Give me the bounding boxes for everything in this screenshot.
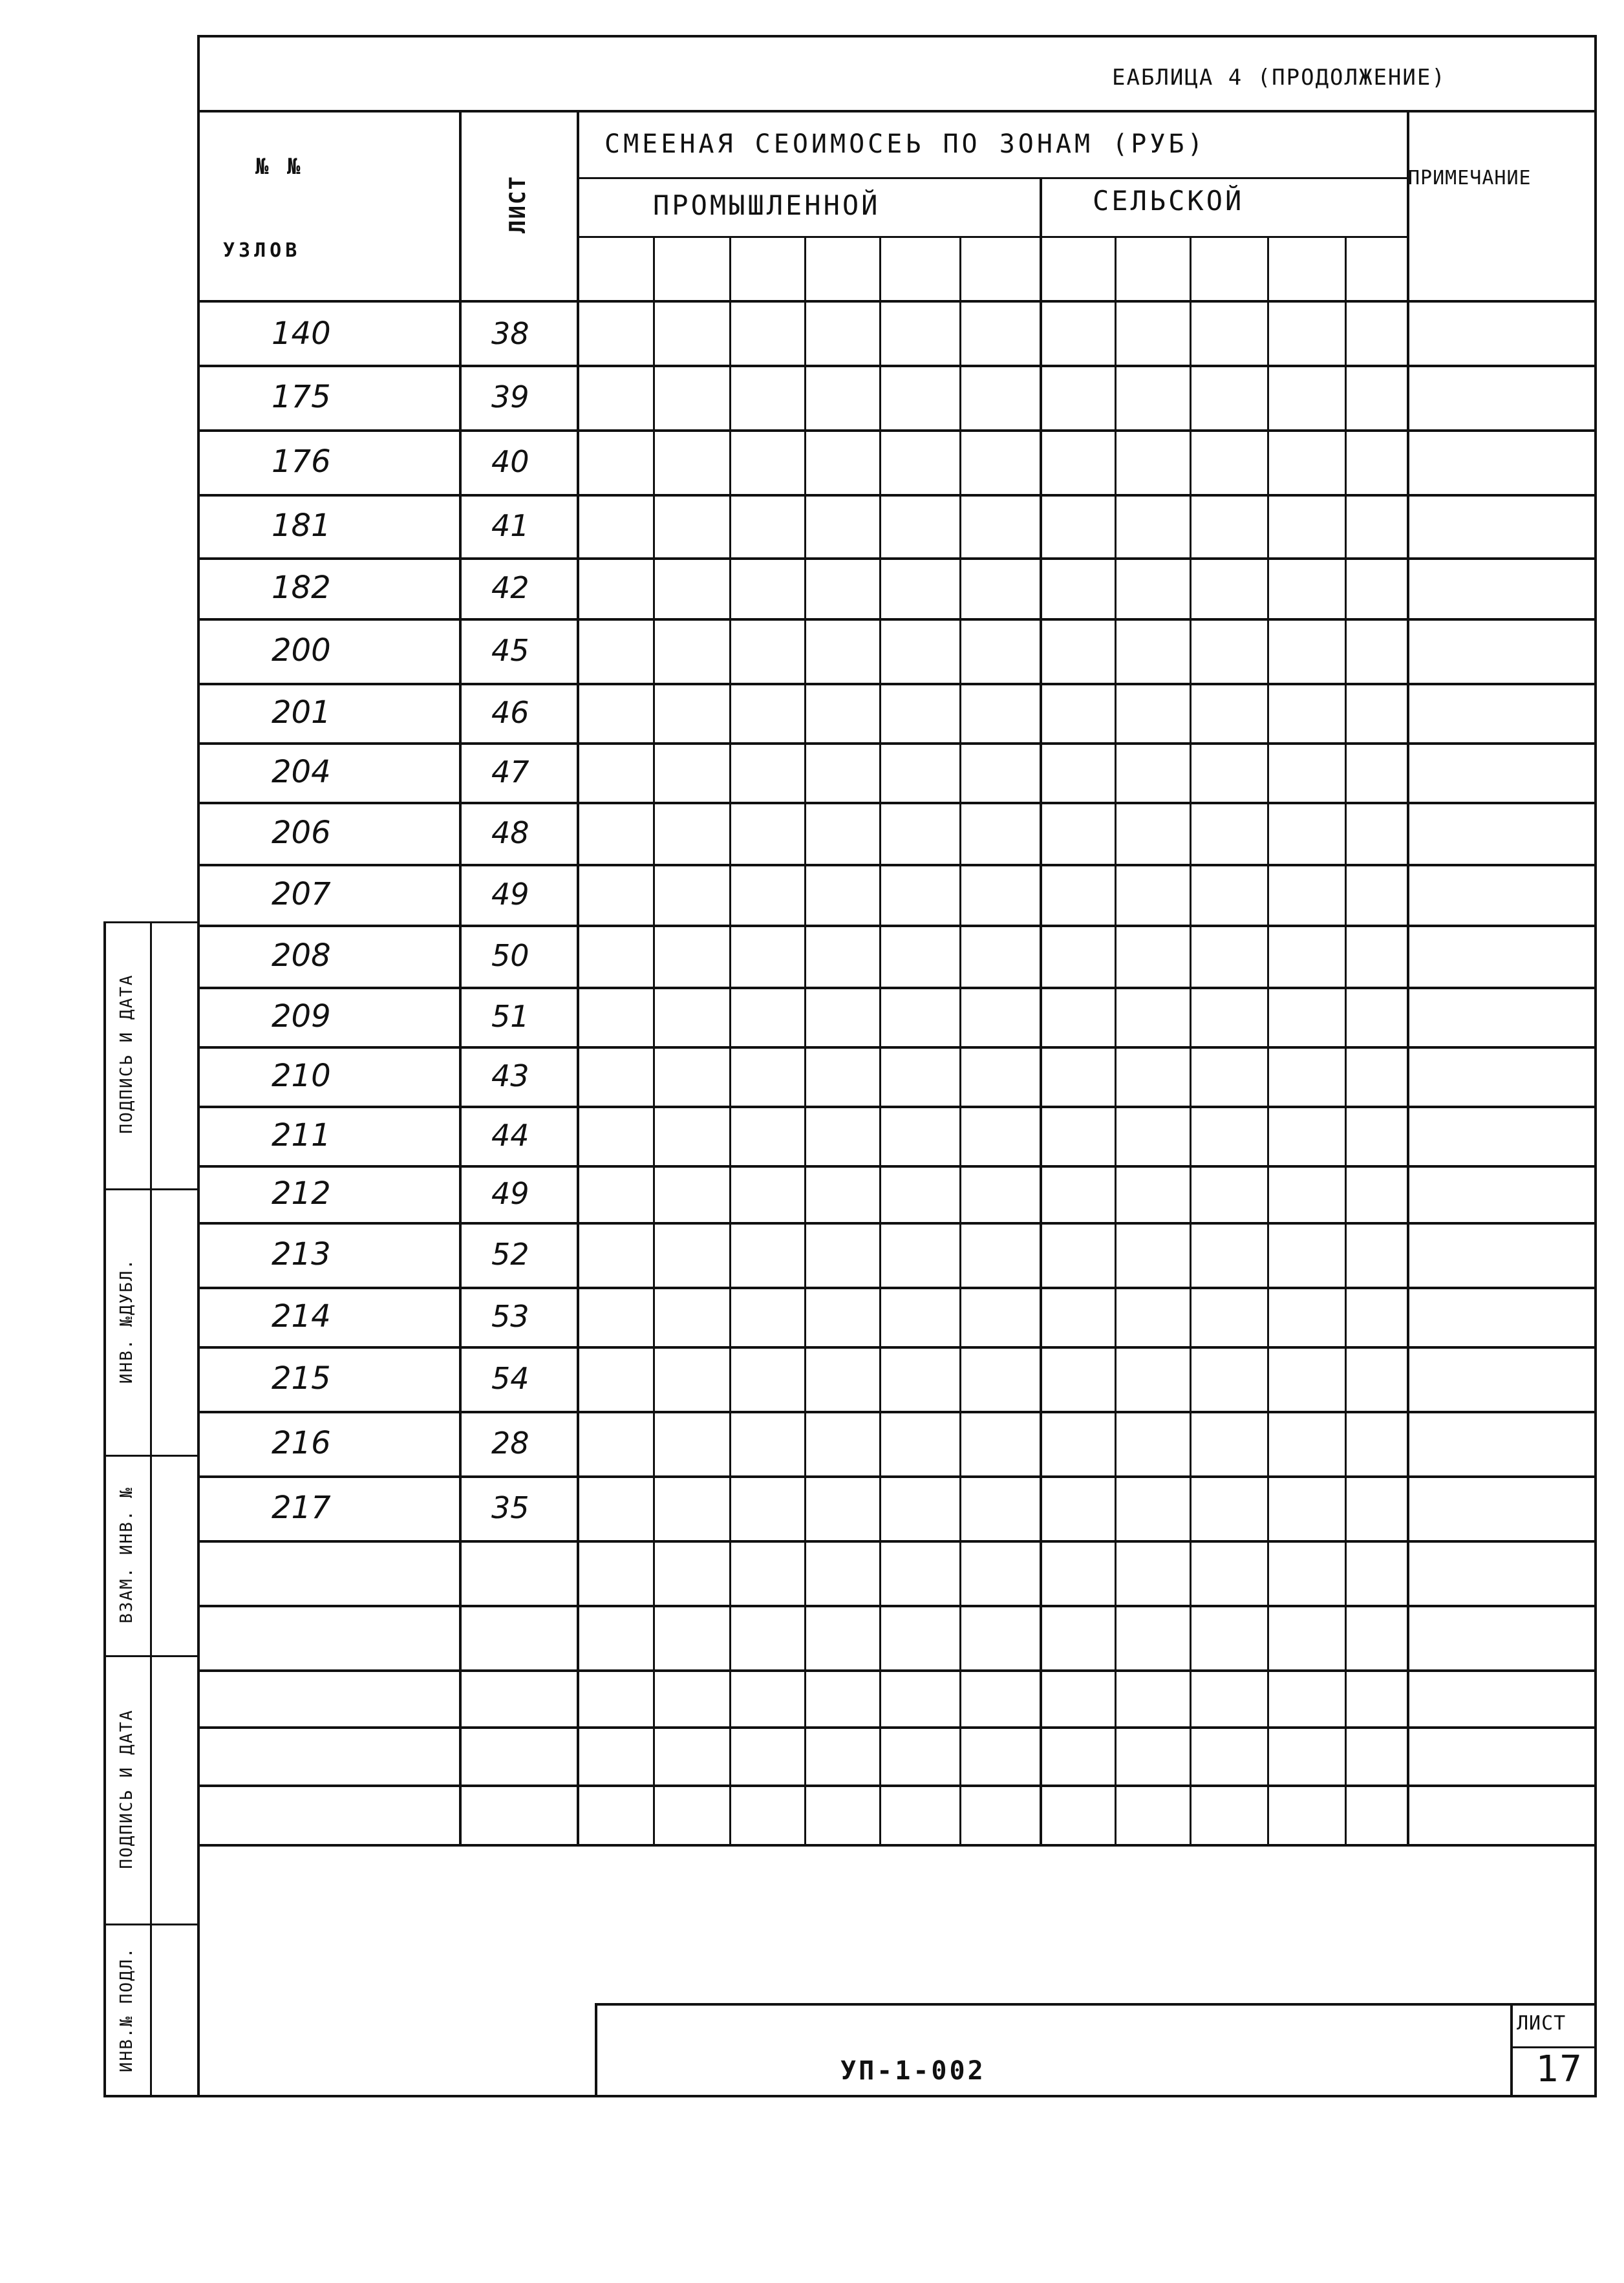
table-title: ЕАБЛИЦА 4 (ПРОДОЛЖЕНИЕ) (1112, 65, 1446, 91)
titleblock-left (595, 2003, 597, 2097)
node-number: 214 (272, 1298, 331, 1334)
estimate-subrule (577, 177, 1407, 179)
node-number: 181 (272, 508, 331, 544)
sheet-number: 17 (1536, 2048, 1583, 2090)
stamp-sign-date-2: ПОДПИСЬ И ДАТА (117, 1709, 136, 1869)
doc-code: УП-1-002 (840, 2056, 986, 2086)
node-number: 204 (272, 754, 331, 790)
sheet-number-cell: 28 (491, 1426, 529, 1461)
sheet-label: ЛИСТ (1517, 2012, 1566, 2035)
grid-v (959, 236, 961, 1844)
col-line-sheet-left (459, 110, 462, 1844)
sheet-number-cell: 40 (491, 444, 529, 479)
sheet-number-cell: 41 (491, 508, 529, 543)
node-number: 207 (272, 876, 331, 912)
node-number: 140 (272, 316, 331, 352)
frame-bottom (103, 2095, 1597, 2097)
row-line (197, 1726, 1597, 1729)
grid-v (653, 236, 655, 1844)
col-line-estimate-left (577, 110, 579, 1844)
stamp-inner-edge (150, 921, 152, 2097)
row-line (197, 1844, 1597, 1847)
frame-left (197, 35, 200, 2097)
header-bottom-rule (197, 300, 1597, 303)
row-line (197, 1106, 1597, 1108)
sheet-number-cell: 43 (491, 1058, 529, 1093)
header-note: ПРИМЕЧАНИЕ (1408, 167, 1532, 189)
node-number: 211 (272, 1117, 331, 1153)
stamp-sign-date-1: ПОДПИСЬ И ДАТА (117, 974, 136, 1134)
sheet-number-cell: 47 (491, 755, 529, 789)
node-number: 215 (272, 1360, 331, 1397)
node-number: 175 (272, 379, 331, 415)
sheet-number-cell: 54 (491, 1361, 529, 1396)
node-number: 182 (272, 570, 331, 606)
row-line (197, 1785, 1597, 1787)
node-number: 201 (272, 694, 331, 731)
sheet-number-cell: 35 (491, 1490, 529, 1525)
node-number: 208 (272, 938, 331, 974)
row-line (197, 365, 1597, 367)
sheet-number-cell: 52 (491, 1237, 529, 1272)
row-line (197, 742, 1597, 745)
zone-divider (1040, 177, 1042, 1844)
row-line (197, 618, 1597, 621)
sheetbox-left (1510, 2003, 1513, 2097)
stamp-inv-orig: ИНВ.№ ПОДЛ. (117, 1946, 136, 2073)
stamp-left-edge (103, 921, 106, 2097)
row-line (197, 429, 1597, 432)
row-line (197, 1475, 1597, 1478)
node-number: 210 (272, 1058, 331, 1094)
grid-v (1345, 236, 1347, 1844)
frame-top (197, 35, 1597, 38)
titleblock-top (595, 2003, 1597, 2006)
row-line (197, 1346, 1597, 1349)
node-number: 209 (272, 998, 331, 1034)
sheet-number-cell: 46 (491, 695, 529, 730)
node-number: 206 (272, 815, 331, 851)
col-line-note-left (1407, 110, 1409, 1844)
stamp-div-2 (103, 1455, 199, 1457)
row-line (197, 557, 1597, 560)
sheet-number-cell: 51 (491, 999, 529, 1034)
sheet-number-cell: 38 (491, 316, 529, 351)
header-sheet: ЛИСТ (505, 175, 531, 233)
frame-right (1594, 35, 1597, 2097)
node-number: 200 (272, 632, 331, 669)
sheet-number-cell: 45 (491, 633, 529, 668)
sheet-number-cell: 49 (491, 1176, 529, 1211)
row-line (197, 802, 1597, 804)
grid-v (804, 236, 806, 1844)
row-line (197, 1540, 1597, 1543)
row-line (197, 925, 1597, 927)
grid-v (729, 236, 731, 1844)
sheet-number-cell: 39 (491, 380, 529, 414)
header-node-word: УЗЛОВ (223, 239, 301, 262)
sheet-number-cell: 49 (491, 877, 529, 912)
row-line (197, 494, 1597, 497)
zone-subrule (577, 236, 1407, 238)
grid-v (1267, 236, 1269, 1844)
header-industrial: ПРОМЫШЛЕННОЙ (653, 189, 881, 221)
row-line (197, 1605, 1597, 1607)
row-line (197, 1669, 1597, 1672)
row-line (197, 864, 1597, 866)
sheet-number-cell: 44 (491, 1118, 529, 1153)
sheet-number-cell: 50 (491, 938, 529, 973)
stamp-div-3 (103, 1655, 199, 1657)
grid-v (879, 236, 881, 1844)
sheet-number-cell: 48 (491, 815, 529, 850)
node-number: 216 (272, 1425, 331, 1461)
grid-v (1190, 236, 1191, 1844)
row-line (197, 1222, 1597, 1225)
node-number: 212 (272, 1175, 331, 1212)
row-line (197, 1287, 1597, 1289)
row-line (197, 1046, 1597, 1049)
grid-v (1115, 236, 1116, 1844)
sheet-number-cell: 53 (491, 1299, 529, 1334)
row-line (197, 1411, 1597, 1413)
sheet-number-cell: 42 (491, 570, 529, 605)
header-rural: СЕЛЬСКОЙ (1093, 185, 1245, 217)
row-line (197, 683, 1597, 685)
stamp-inv-dupl: ИНВ. №ДУБЛ. (117, 1258, 136, 1384)
row-line (197, 1165, 1597, 1168)
node-number: 217 (272, 1490, 331, 1526)
header-estimate: СМЕЕНАЯ СЕОИМОСЕЬ ПО ЗОНАМ (РУБ) (604, 129, 1206, 159)
header-node-no: № № (255, 154, 303, 180)
stamp-vzam-inv: ВЗАМ. ИНВ. № (117, 1486, 136, 1624)
node-number: 213 (272, 1236, 331, 1272)
node-number: 176 (272, 444, 331, 480)
row-line (197, 987, 1597, 989)
header-rule (197, 110, 1597, 113)
